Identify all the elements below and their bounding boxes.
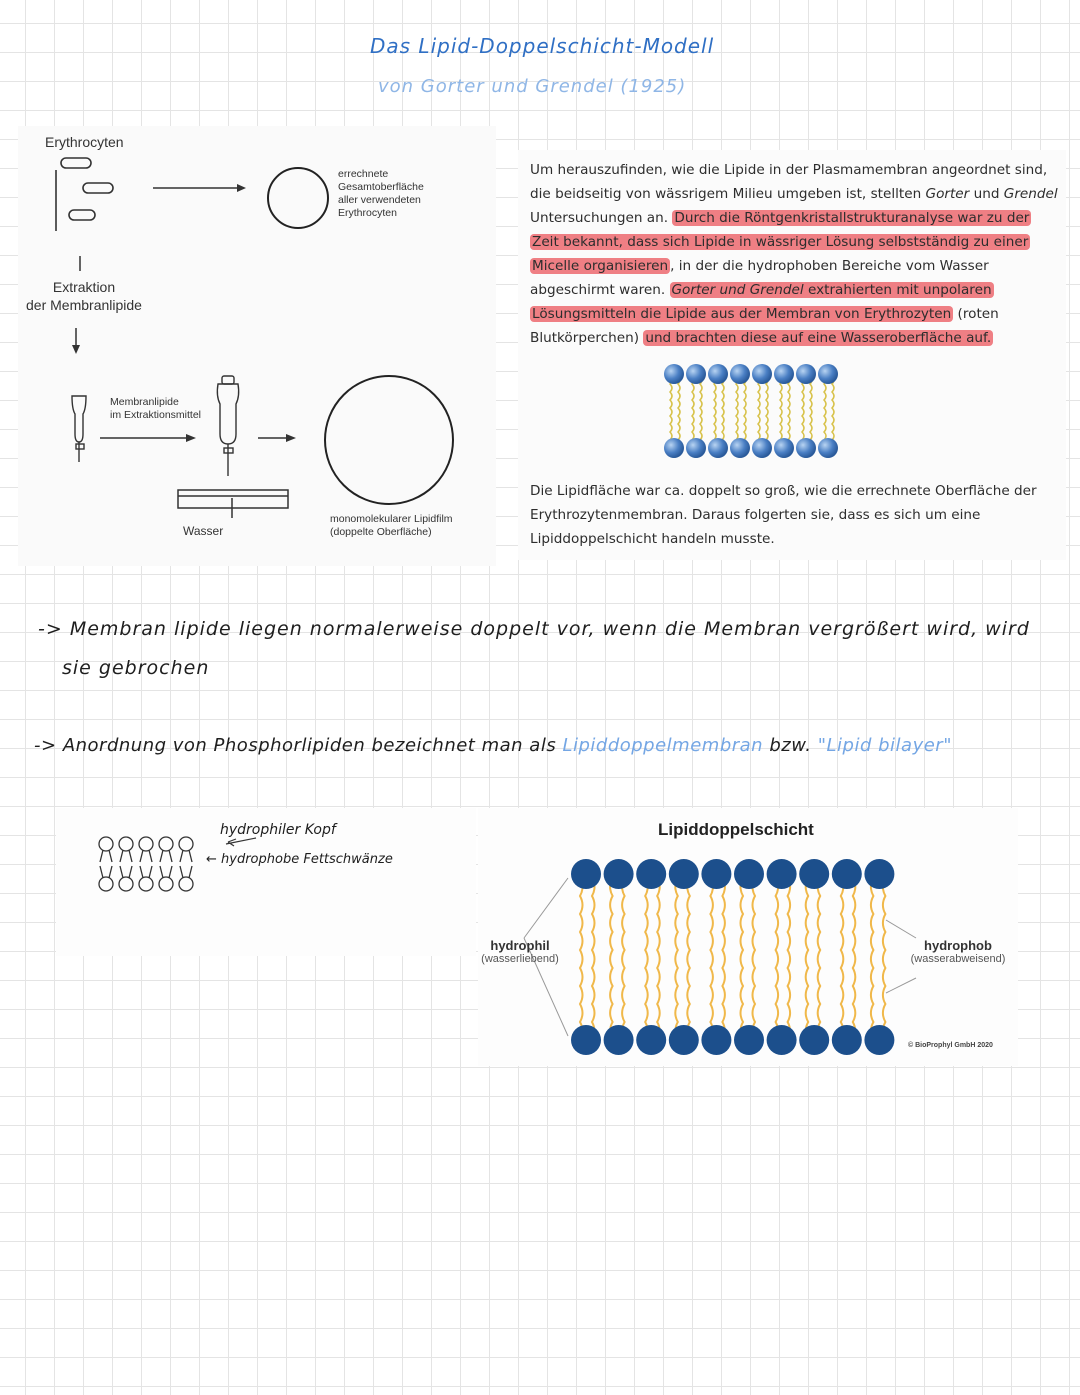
erythrocyten-label: Erythrocyten	[45, 134, 124, 150]
funnel-icon	[217, 376, 238, 476]
water-trough	[178, 490, 288, 518]
sketch-head	[139, 877, 153, 891]
mini-tail	[744, 376, 746, 448]
bilayer-head-bottom	[832, 1025, 862, 1055]
page-title: Das Lipid-Doppelschicht-Modell	[370, 34, 715, 58]
funnel-icon	[72, 396, 86, 462]
mini-head-top	[752, 364, 772, 384]
mini-tail	[678, 376, 680, 448]
bilayer-head-bottom	[604, 1025, 634, 1055]
bilayer-head-top	[864, 859, 894, 889]
mini-head-top	[708, 364, 728, 384]
sketch-head	[99, 837, 113, 851]
mini-head-bottom	[752, 438, 772, 458]
bilayer-head-top	[734, 859, 764, 889]
extraction-label: Extraktion der Membranlipide	[26, 279, 142, 313]
mini-tail	[700, 376, 702, 448]
bilayer-head-bottom	[734, 1025, 764, 1055]
bilayer-tail	[675, 878, 678, 1040]
bilayer-head-top	[832, 859, 862, 889]
mini-head-bottom	[730, 438, 750, 458]
hydrophil-label: hydrophil (wasserliebend)	[481, 938, 559, 965]
sketch-head	[119, 837, 133, 851]
sketch-tail	[160, 850, 172, 862]
bilayer-diagram	[478, 808, 1018, 1066]
mini-head-bottom	[796, 438, 816, 458]
phospholipid-sketch-drawing	[96, 830, 296, 940]
hydrophob-label: hydrophob (wasserabweisend)	[910, 938, 1006, 965]
note-1-continued: sie gebrochen	[62, 657, 210, 679]
mini-head-top	[796, 364, 816, 384]
bilayer-tail	[871, 878, 874, 1040]
textbook-paragraph-2: Die Lipidfläche war ca. doppelt so groß, wie die errechnete Oberfläche der Erythrozytenmembran. Daraus folgerten sie, dass es sich um eine Lipiddoppelschicht handeln musste.	[530, 483, 1037, 547]
sketch-tail	[100, 850, 112, 862]
mini-tail	[766, 376, 768, 448]
mini-tail	[692, 376, 694, 448]
sketch-tail	[180, 850, 192, 862]
sketch-head	[159, 837, 173, 851]
mini-tail	[780, 376, 782, 448]
mini-head-bottom	[708, 438, 728, 458]
note-1: -> Membran lipide liegen normalerweise doppelt vor, wenn die Membran vergrößert wird, wird	[38, 618, 1030, 640]
mini-tail	[714, 376, 716, 448]
sketch-tail	[120, 850, 132, 862]
mini-tail	[824, 376, 826, 448]
bilayer-tail	[592, 878, 595, 1040]
bilayer-head-top	[767, 859, 797, 889]
sketch-tail	[160, 866, 172, 878]
bilayer-head-bottom	[767, 1025, 797, 1055]
sketch-tail	[120, 866, 132, 878]
bilayer-tail	[806, 878, 809, 1040]
mini-head-top	[686, 364, 706, 384]
bilayer-tail	[610, 878, 613, 1040]
lipid-film-circle	[325, 376, 453, 504]
bilayer-tail	[788, 878, 791, 1040]
bilayer-head-top	[571, 859, 601, 889]
bilayer-tail	[580, 878, 583, 1040]
film-label: monomolekularer Lipidfilm (doppelte Oberfläche)	[330, 513, 453, 538]
note-2: -> Anordnung von Phosphorlipiden bezeichnet man als Lipiddoppelmembran bzw. "Lipid bilayer"	[34, 735, 952, 756]
surface-label: errechnete Gesamtoberfläche aller verwendeten Erythrocyten	[338, 168, 424, 219]
mini-head-top	[818, 364, 838, 384]
bilayer-tail	[841, 878, 844, 1040]
mini-head-bottom	[774, 438, 794, 458]
mini-tail	[736, 376, 738, 448]
experiment-figure	[18, 126, 496, 566]
mini-tail	[832, 376, 834, 448]
mini-tail	[722, 376, 724, 448]
hydrophobic-tail-label: ← hydrophobe Fettschwänze	[206, 852, 393, 867]
bilayer-head-bottom	[669, 1025, 699, 1055]
bilayer-head-bottom	[799, 1025, 829, 1055]
bilayer-head-bottom	[636, 1025, 666, 1055]
lipids-label: Membranlipide im Extraktionsmittel	[110, 396, 202, 421]
mini-tail	[788, 376, 790, 448]
bilayer-head-top	[604, 859, 634, 889]
bilayer-tail	[853, 878, 856, 1040]
highlight: und brachten diese auf eine Wasseroberfläche auf.	[645, 330, 992, 346]
water-label: Wasser	[183, 524, 224, 538]
bilayer-tail	[776, 878, 779, 1040]
bilayer-tail	[687, 878, 690, 1040]
mini-head-bottom	[664, 438, 684, 458]
bilayer-tail	[722, 878, 725, 1040]
bilayer-tail	[657, 878, 660, 1040]
sketch-head	[159, 877, 173, 891]
sketch-head	[179, 837, 193, 851]
mini-head-bottom	[686, 438, 706, 458]
mini-tail	[670, 376, 672, 448]
bilayer-tail	[883, 878, 886, 1040]
sketch-head	[99, 877, 113, 891]
mini-tail	[802, 376, 804, 448]
bilayer-figure	[478, 808, 1018, 1066]
phospholipid-sketch	[56, 808, 476, 956]
bilayer-tail	[645, 878, 648, 1040]
highlight: Durch die Röntgenkristallstrukturanalyse war zu der Zeit bekannt, dass sich Lipide in wässriger Lösung selbstständig zu einer Micelle organisieren	[532, 210, 1030, 274]
sketch-tail	[140, 850, 152, 862]
mini-head-top	[774, 364, 794, 384]
sketch-tail	[140, 866, 152, 878]
bilayer-title: Lipiddoppelschicht	[658, 820, 814, 839]
bilayer-head-top	[636, 859, 666, 889]
bilayer-head-top	[669, 859, 699, 889]
bilayer-tail	[710, 878, 713, 1040]
hydrophilic-head-label: hydrophiler Kopf	[220, 822, 336, 838]
mini-tail	[758, 376, 760, 448]
bilayer-head-top	[799, 859, 829, 889]
mini-head-top	[730, 364, 750, 384]
sketch-head	[179, 877, 193, 891]
experiment-diagram	[18, 126, 496, 566]
bilayer-head-bottom	[701, 1025, 731, 1055]
bilayer-mini-diagram	[660, 362, 860, 462]
bilayer-tail	[753, 878, 756, 1040]
copyright: © BioProphyl GmbH 2020	[908, 1042, 993, 1049]
textbook-paragraph: Um herauszufinden, wie die Lipide in der Plasmamembran angeordnet sind, die beidseitig von wässrigem Milieu umgeben ist, stellten Gorter und Grendel Untersuchungen an. Durch die Röntgenkristallstrukturanalyse war zu der Zeit bekannt, dass sich Lipide in wässriger Lösung selbstständig zu einer Micelle organisieren , in der die hydrophoben Bereiche vom Wasser abgeschirmt waren. Gorter und Grendel extrahierten mit unpolaren Lösungsmitteln die Lipide aus der Membran von Erythrozyten (roten Blutkörperchen) und brachten diese auf eine Wasseroberfläche auf.	[530, 162, 1058, 346]
sketch-head	[139, 837, 153, 851]
bilayer-tail	[622, 878, 625, 1040]
bilayer-tail	[818, 878, 821, 1040]
highlight: Gorter und Grendel extrahierten mit unpolaren Lösungsmitteln die Lipide aus der Membran von Erythrozyten	[532, 282, 992, 322]
bilayer-head-bottom	[864, 1025, 894, 1055]
bilayer-head-top	[701, 859, 731, 889]
erythrocyte-icon	[56, 158, 113, 231]
mini-tail	[810, 376, 812, 448]
sketch-head	[119, 877, 133, 891]
mini-head-bottom	[818, 438, 838, 458]
mini-head-top	[664, 364, 684, 384]
surface-circle-small	[268, 168, 328, 228]
sketch-tail	[100, 866, 112, 878]
bilayer-head-bottom	[571, 1025, 601, 1055]
bilayer-tail	[741, 878, 744, 1040]
sketch-tail	[180, 866, 192, 878]
page-subtitle: von Gorter und Grendel (1925)	[378, 76, 687, 97]
